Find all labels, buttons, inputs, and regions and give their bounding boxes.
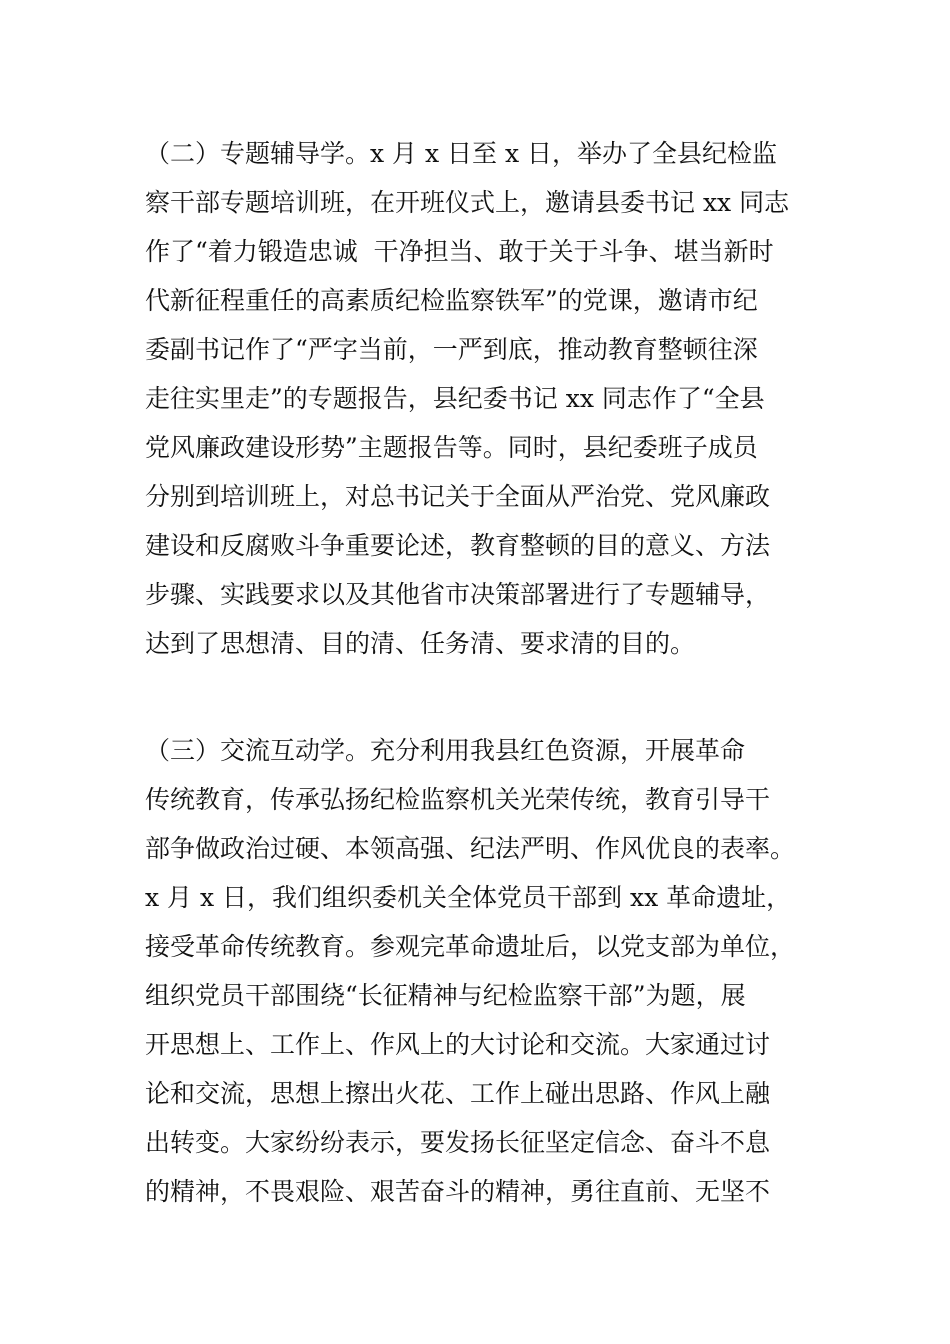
paragraph2-line-10: 步骤、实践要求以及其他省市决策部署进行了专题辅导，: [145, 580, 771, 609]
paragraph3-line-7: 开思想上、工作上、作风上的大讨论和交流。大家通过讨: [145, 1030, 771, 1059]
paragraph2-line-3: 作了“着力锻造忠诚 干净担当、敢于关于斗争、堪当新时: [145, 237, 774, 266]
paragraph2-line-4: 代新征程重任的高素质纪检监察铁军”的党课，邀请市纪: [145, 286, 758, 315]
paragraph3-line-3: 部争做政治过硬、本领高强、纪法严明、作风优良的表率。: [145, 834, 796, 863]
paragraph2-line-1: （二）专题辅导学。x 月 x 日至 x 日，举办了全县纪检监: [145, 139, 778, 168]
paragraph3-line-2: 传统教育，传承弘扬纪检监察机关光荣传统，教育引导干: [145, 785, 771, 814]
paragraph2-line-5: 委副书记作了“严字当前，一严到底，推动教育整顿往深: [145, 335, 758, 364]
paragraph3-line-5: 接受革命传统教育。参观完革命遗址后，以党支部为单位，: [145, 932, 796, 961]
paragraph3-line-1: （三）交流互动学。充分利用我县红色资源，开展革命: [145, 736, 746, 765]
paragraph3-line-10: 的精神，不畏艰险、艰苦奋斗的精神，勇往直前、无坚不: [145, 1177, 771, 1206]
paragraph2-line-9: 建设和反腐败斗争重要论述，教育整顿的目的意义、方法: [145, 531, 771, 560]
paragraph3-line-9: 出转变。大家纷纷表示，要发扬长征坚定信念、奋斗不息: [145, 1128, 771, 1157]
paragraph2-line-2: 察干部专题培训班，在开班仪式上，邀请县委书记 xx 同志: [145, 188, 790, 217]
paragraph3-line-8: 论和交流，思想上擦出火花、工作上碰出思路、作风上融: [145, 1079, 771, 1108]
paragraph2-line-6: 走往实里走”的专题报告，县纪委书记 xx 同志作了“全县: [145, 384, 765, 413]
paragraph3-line-4: x 月 x 日，我们组织委机关全体党员干部到 xx 革命遗址，: [145, 883, 792, 912]
paragraph2-line-8: 分别到培训班上，对总书记关于全面从严治党、党风廉政: [145, 482, 771, 511]
paragraph3-line-6: 组织党员干部围绕“长征精神与纪检监察干部”为题，展: [145, 981, 746, 1010]
paragraph2-line-11: 达到了思想清、目的清、任务清、要求清的目的。: [145, 629, 696, 658]
paragraph2-line-7: 党风廉政建设形势”主题报告等。同时，县纪委班子成员: [145, 433, 758, 462]
